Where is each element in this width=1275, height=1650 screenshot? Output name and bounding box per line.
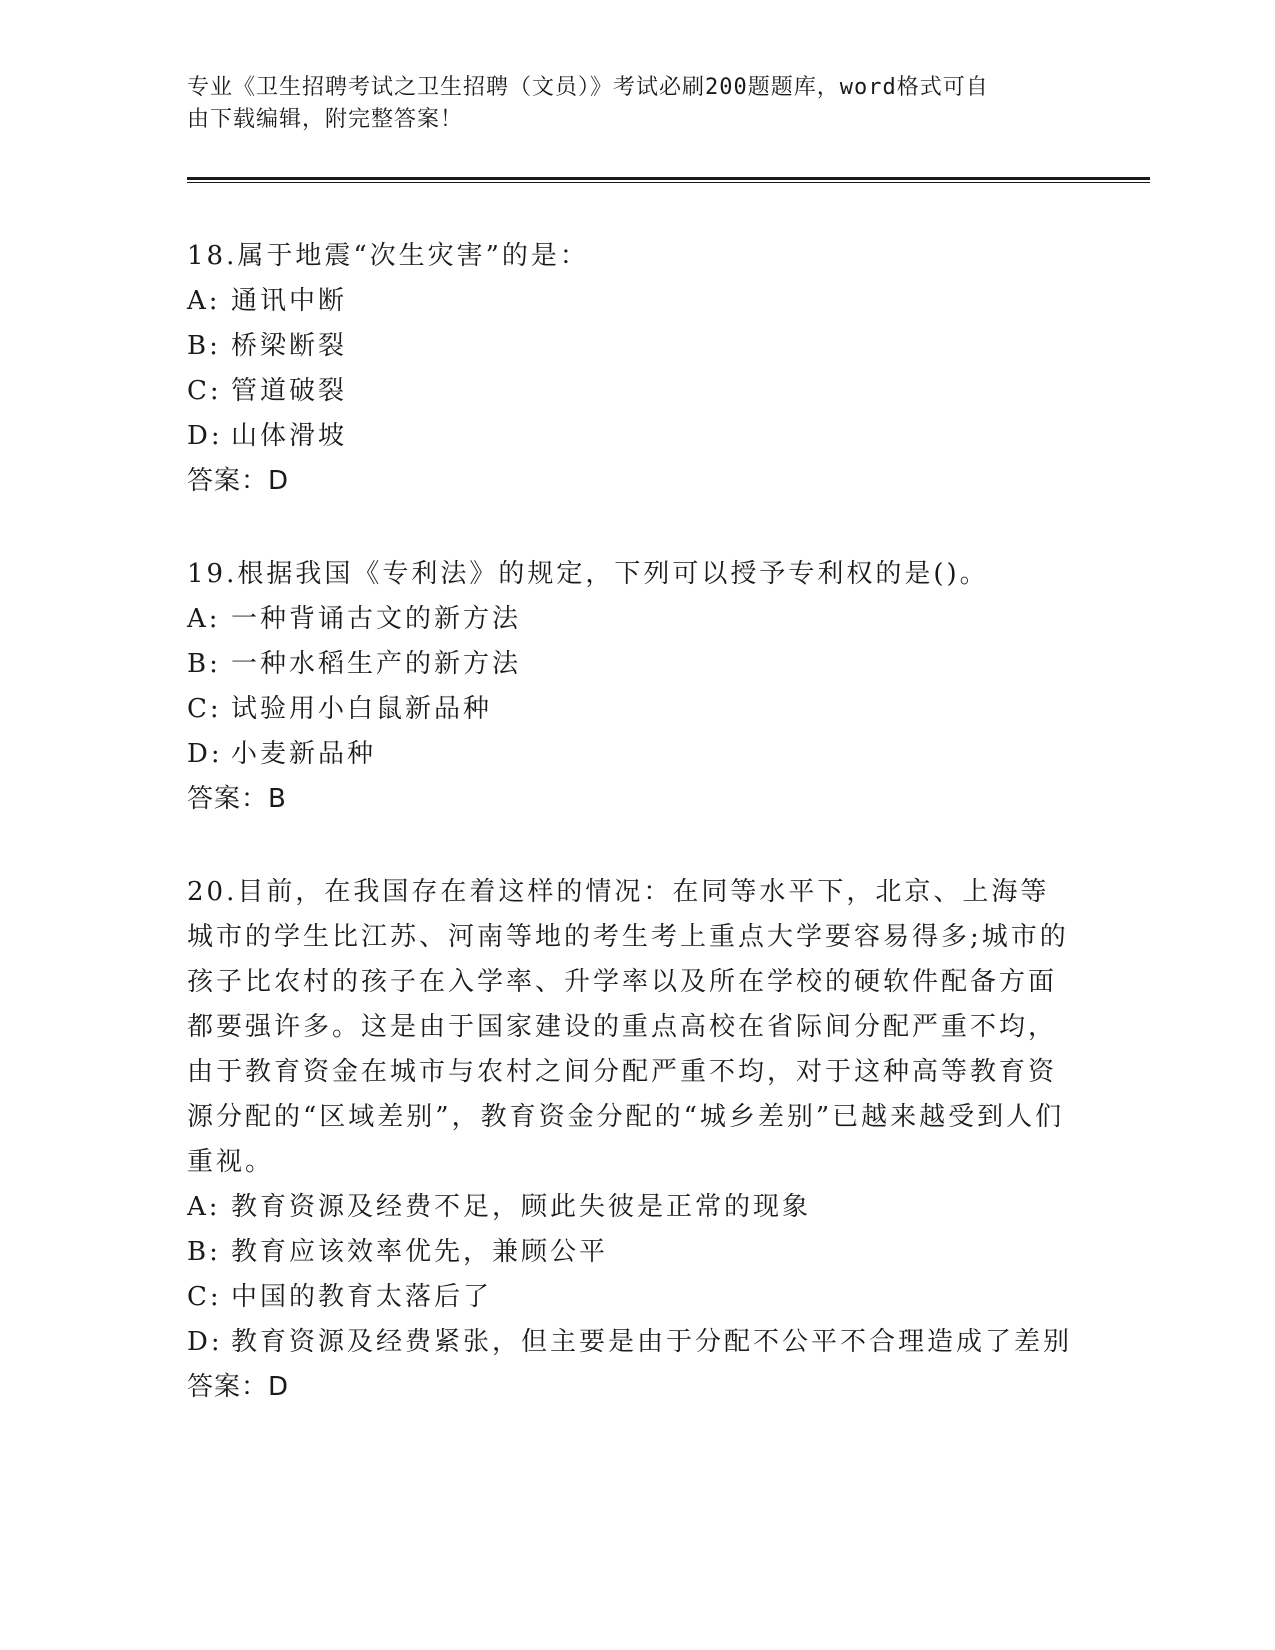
header-line-1: 专业《卫生招聘考试之卫生招聘（文员）》考试必刷200题题库，word格式可自 xyxy=(187,75,989,100)
option-key: D: xyxy=(187,421,223,451)
option-key: B: xyxy=(187,649,221,679)
option-b xyxy=(187,1230,1077,1275)
question-19 xyxy=(187,552,1077,822)
option-key: C: xyxy=(187,1282,222,1312)
option-text: 一种水稻生产的新方法 xyxy=(231,649,522,679)
option-c xyxy=(187,1275,1077,1320)
option-text: 试验用小白鼠新品种 xyxy=(231,694,493,724)
option-text: 通讯中断 xyxy=(231,286,348,316)
option-text: 管道破裂 xyxy=(231,376,348,406)
option-text: 一种背诵古文的新方法 xyxy=(231,604,522,634)
option-text: 山体滑坡 xyxy=(231,421,348,451)
option-d xyxy=(187,414,1077,459)
option-text: 教育应该效率优先，兼顾公平 xyxy=(231,1237,609,1267)
option-text: 教育资源及经费紧张，但主要是由于分配不公平不合理造成了差别 xyxy=(231,1327,1073,1357)
header-line-2: 由下载编辑，附完整答案！ xyxy=(187,107,464,132)
option-a xyxy=(187,597,1077,642)
option-text: 小麦新品种 xyxy=(231,739,377,769)
option-text: 桥梁断裂 xyxy=(231,331,348,361)
question-text: 18.属于地震“次生灾害”的是： xyxy=(187,241,589,271)
answer-line: 答案：D xyxy=(187,1372,290,1402)
option-a xyxy=(187,279,1077,324)
option-key: A: xyxy=(187,286,221,316)
option-text: 教育资源及经费不足，顾此失彼是正常的现象 xyxy=(231,1192,812,1222)
option-d xyxy=(187,732,1077,777)
header-divider-thick xyxy=(187,177,1150,180)
answer-line: 答案：D xyxy=(187,466,290,496)
option-d xyxy=(187,1320,1077,1365)
option-c xyxy=(187,687,1077,732)
question-text: 19.根据我国《专利法》的规定，下列可以授予专利权的是()。 xyxy=(187,559,989,589)
option-c xyxy=(187,369,1077,414)
option-key: A: xyxy=(187,604,221,634)
option-key: C: xyxy=(187,694,222,724)
option-key: B: xyxy=(187,331,221,361)
answer-line: 答案：B xyxy=(187,784,287,814)
option-b xyxy=(187,642,1077,687)
option-key: B: xyxy=(187,1237,221,1267)
document-header xyxy=(187,72,1067,136)
option-key: D: xyxy=(187,739,223,769)
question-20 xyxy=(187,870,1077,1410)
question-18 xyxy=(187,234,1077,504)
option-key: A: xyxy=(187,1192,221,1222)
option-key: D: xyxy=(187,1327,223,1357)
option-key: C: xyxy=(187,376,222,406)
option-a xyxy=(187,1185,1077,1230)
option-text: 中国的教育太落后了 xyxy=(231,1282,493,1312)
option-b xyxy=(187,324,1077,369)
header-divider-thin xyxy=(187,182,1150,183)
question-text: 20.目前，在我国存在着这样的情况：在同等水平下，北京、上海等城市的学生比江苏、河南等地的考生考上重点大学要容易得多;城市的孩子比农村的孩子在入学率、升学率以及所在学校的硬软件配备方面都要强许多。这是由于国家建设的重点高校在省际间分配严重不均，由于教育资金在城市与农村之间分配严重不均，对于这种高等教育资源分配的“区域差别”，教育资金分配的“城乡差别”已越来越受到人们重视。 xyxy=(187,877,1069,1177)
